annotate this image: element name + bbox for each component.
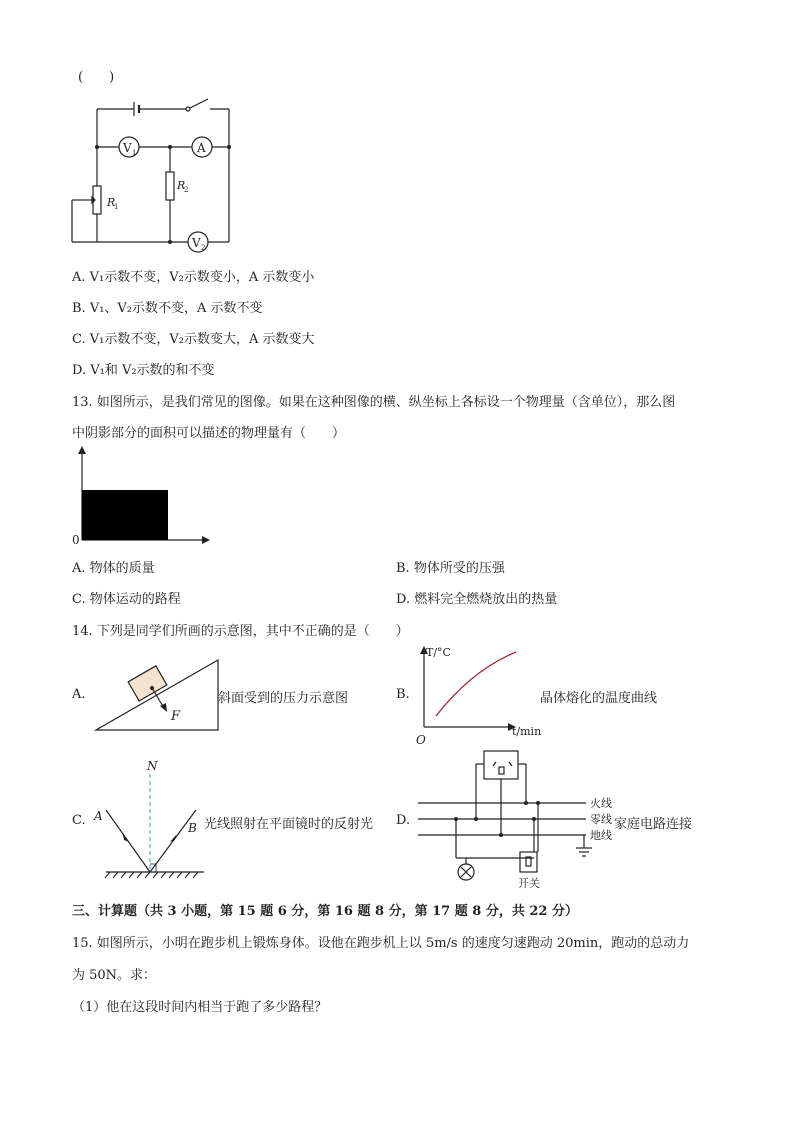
q15-stem-line1: 15. 如图所示，小明在跑步机上锻炼身体。设他在跑步机上以 5m/s 的速度匀速跑动 20min，跑动的总动力 (72, 936, 690, 951)
switch-label: 开关 (518, 877, 540, 890)
q14-stem: 14. 下列是同学们所画的示意图，其中不正确的是（ ） (72, 624, 409, 639)
q14-d-caption: 家庭电路连接 (614, 817, 693, 832)
switch-box (520, 852, 537, 872)
q12-circuit-diagram (66, 96, 246, 256)
q14-incline-diagram (92, 656, 222, 732)
switch-pivot (186, 107, 190, 111)
r1-subscript: 1 (114, 203, 119, 211)
v1-subscript: 1 (132, 149, 137, 157)
q13-option-b: B. 物体所受的压强 (396, 561, 505, 576)
q13-option-c: C. 物体运动的路程 (72, 592, 181, 607)
q13-stem-line1: 13. 如图所示，是我们常见的图像。如果在这种图像的横、纵坐标上各标设一个物理量（含单位），那么图 (72, 395, 676, 410)
r2-subscript: 2 (184, 186, 189, 194)
q15-subquestion-1: （1）他在这段时间内相当于跑了多少路程？ (72, 1000, 328, 1015)
q14-c-caption: 光线照射在平面镜时的反射光 (204, 817, 374, 832)
socket (484, 751, 518, 779)
q14-a-letter: A. (72, 687, 86, 702)
q14-reflection-diagram (90, 756, 210, 881)
q14-b-y-label: T/°C (426, 646, 451, 659)
r2-label: R (177, 179, 186, 192)
live-label: 火线 (590, 797, 612, 810)
q12-option-b: B. V₁、V₂示数不变，A 示数不变 (72, 301, 263, 316)
block (128, 666, 167, 701)
q12-option-d: D. V₁和 V₂示数的和不变 (72, 363, 215, 378)
force-label: F (171, 709, 181, 724)
q15-stem-line2: 为 50N。求： (72, 968, 157, 983)
v1-label: V (123, 141, 132, 155)
q12-option-c: C. V₁示数不变，V₂示数变大，A 示数变大 (72, 332, 315, 347)
q14-a-caption: 斜面受到的压力示意图 (218, 691, 349, 706)
shaded-area (82, 490, 168, 540)
switch-blade (190, 99, 208, 108)
section3-heading: 三、计算题（共 3 小题，第 15 题 6 分，第 16 题 8 分，第 17 题 8 分，共 22 分） (72, 904, 578, 919)
r1-label: R (107, 196, 116, 209)
q14-c-letter: C. (72, 813, 86, 828)
q12-answer-bracket: ( ) (78, 70, 115, 85)
v2-label: V (192, 236, 201, 250)
q13-option-d: D. 燃料完全燃烧放出的热量 (396, 592, 558, 607)
ray-a-label: A (94, 809, 103, 823)
temperature-curve (436, 652, 516, 716)
ammeter-label: A (197, 141, 206, 155)
q14-b-x-label: t/min (512, 725, 542, 738)
normal-label: N (147, 759, 158, 773)
r2-resistor (166, 172, 174, 200)
q13-origin-label: 0 (72, 533, 80, 547)
q14-household-circuit (416, 746, 616, 892)
q13-option-a: A. 物体的质量 (72, 561, 155, 576)
q13-area-graph (70, 446, 215, 546)
q14-b-origin: O (416, 733, 426, 747)
v2-subscript: 2 (201, 244, 206, 252)
q14-melting-graph (412, 642, 546, 746)
ray-b-label: B (188, 821, 197, 835)
q14-d-letter: D. (396, 813, 411, 828)
neutral-label: 零线 (590, 813, 612, 826)
q12-option-a: A. V₁示数不变，V₂示数变小，A 示数变小 (72, 270, 315, 285)
q14-b-caption: 晶体熔化的温度曲线 (540, 691, 658, 706)
ray-b (150, 810, 196, 872)
q14-b-letter: B. (396, 687, 410, 702)
q13-stem-line2: 中阴影部分的面积可以描述的物理量有（ ） (72, 426, 346, 441)
ground-label: 地线 (590, 829, 612, 842)
